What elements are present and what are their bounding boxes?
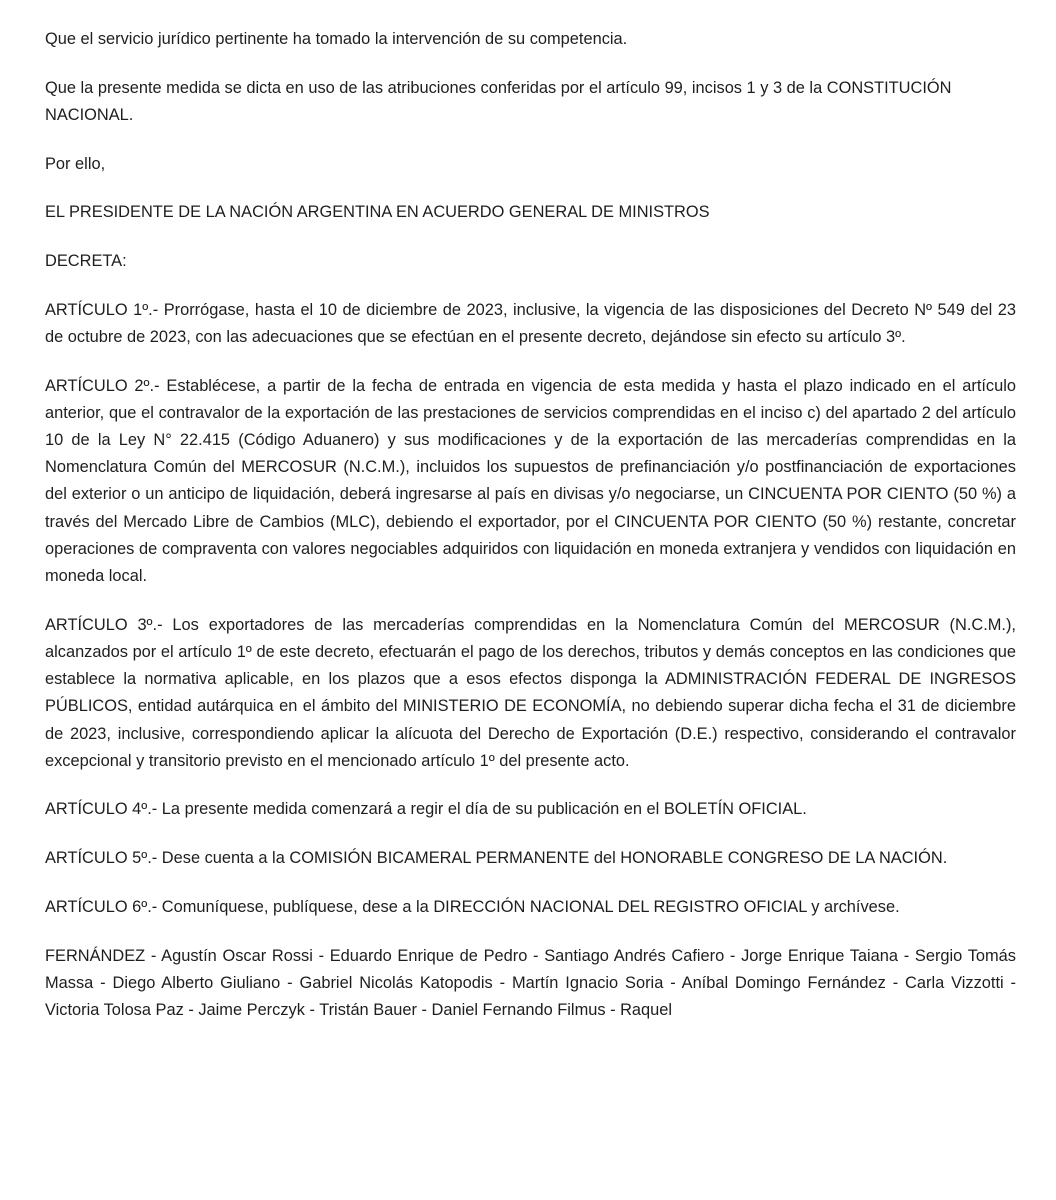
article-2: ARTÍCULO 2º.- Establécese, a partir de la fecha de entrada en vigencia de esta medida y hasta el plazo indicado en el artículo anterior, que el contravalor de la exportación de las prestaciones de servicios comprendidas en el inciso c) del apartado 2 del artículo 10 de la Ley N° 22.415 (Código Aduanero) y sus modificaciones y de la exportación de las mercaderías comprendidas en la Nomenclatura Común del MERCOSUR (N.C.M.), incluidos los supuestos de prefinanciación y/o postfinanciación de exportaciones del exterior o un anticipo de liquidación, deberá ingresarse al país en divisas y/o negociarse, un CINCUENTA POR CIENTO (50 %) a través del Mercado Libre de Cambios (MLC), debiendo el exportador, por el CINCUENTA POR CIENTO (50 %) restante, concretar operaciones de compraventa con valores negociables adquiridos con liquidación en moneda extranjera y vendidos con liquidación en moneda local. <box>45 376 1016 586</box>
article-6: ARTÍCULO 6º.- Comuníquese, publíquese, dese a la DIRECCIÓN NACIONAL DEL REGISTRO OFICIAL y archívese. <box>45 897 900 916</box>
paragraph-decreta: DECRETA: <box>45 252 127 271</box>
signatures: FERNÁNDEZ - Agustín Oscar Rossi - Eduardo Enrique de Pedro - Santiago Andrés Cafiero - Jorge Enrique Taiana - Sergio Tomás Massa - Diego Alberto Giuliano - Gabriel Nicolás Katopodis - Martín Ignacio Soria - Aníbal Domingo Fernández - Carla Vizzotti - Victoria Tolosa Paz - Jaime Perczyk - Tristán Bauer - Daniel Fernando Filmus - Raquel <box>45 946 1016 1019</box>
article-5: ARTÍCULO 5º.- Dese cuenta a la COMISIÓN BICAMERAL PERMANENTE del HONORABLE CONGRESO DE LA NACIÓN. <box>45 849 948 868</box>
paragraph-por-ello: Por ello, <box>45 154 106 173</box>
paragraph-legal-service: Que el servicio jurídico pertinente ha tomado la intervención de su competencia. <box>45 30 628 48</box>
article-3: ARTÍCULO 3º.- Los exportadores de las mercaderías comprendidas en la Nomenclatura Común del MERCOSUR (N.C.M.), alcanzados por el artículo 1º de este decreto, efectuarán el pago de los derechos, tributos y demás conceptos en las condiciones que establece la normativa aplicable, en los plazos que a esos efectos disponga la ADMINISTRACIÓN FEDERAL DE INGRESOS PÚBLICOS, entidad autárquica en el ámbito del MINISTERIO DE ECONOMÍA, no debiendo superar dicha fecha el 31 de diciembre de 2023, inclusive, correspondiendo aplicar la alícuota del Derecho de Exportación (D.E.) respectivo, considerando el contravalor excepcional y transitorio previsto en el mencionado artículo 1º del presente acto. <box>45 615 1016 770</box>
paragraph-attributions: Que la presente medida se dicta en uso de las atribuciones conferidas por el artículo 99, incisos 1 y 3 de la CONSTITUCIÓN NACIONAL. <box>45 78 952 124</box>
paragraph-president: EL PRESIDENTE DE LA NACIÓN ARGENTINA EN ACUERDO GENERAL DE MINISTROS <box>45 203 710 222</box>
article-1: ARTÍCULO 1º.- Prorrógase, hasta el 10 de diciembre de 2023, inclusive, la vigencia de las disposiciones del Decreto Nº 549 del 23 de octubre de 2023, con las adecuaciones que se efectúan en el presente decreto, dejándose sin efecto su artículo 3º. <box>45 300 1016 346</box>
article-4: ARTÍCULO 4º.- La presente medida comenzará a regir el día de su publicación en el BOLETÍN OFICIAL. <box>45 800 807 819</box>
